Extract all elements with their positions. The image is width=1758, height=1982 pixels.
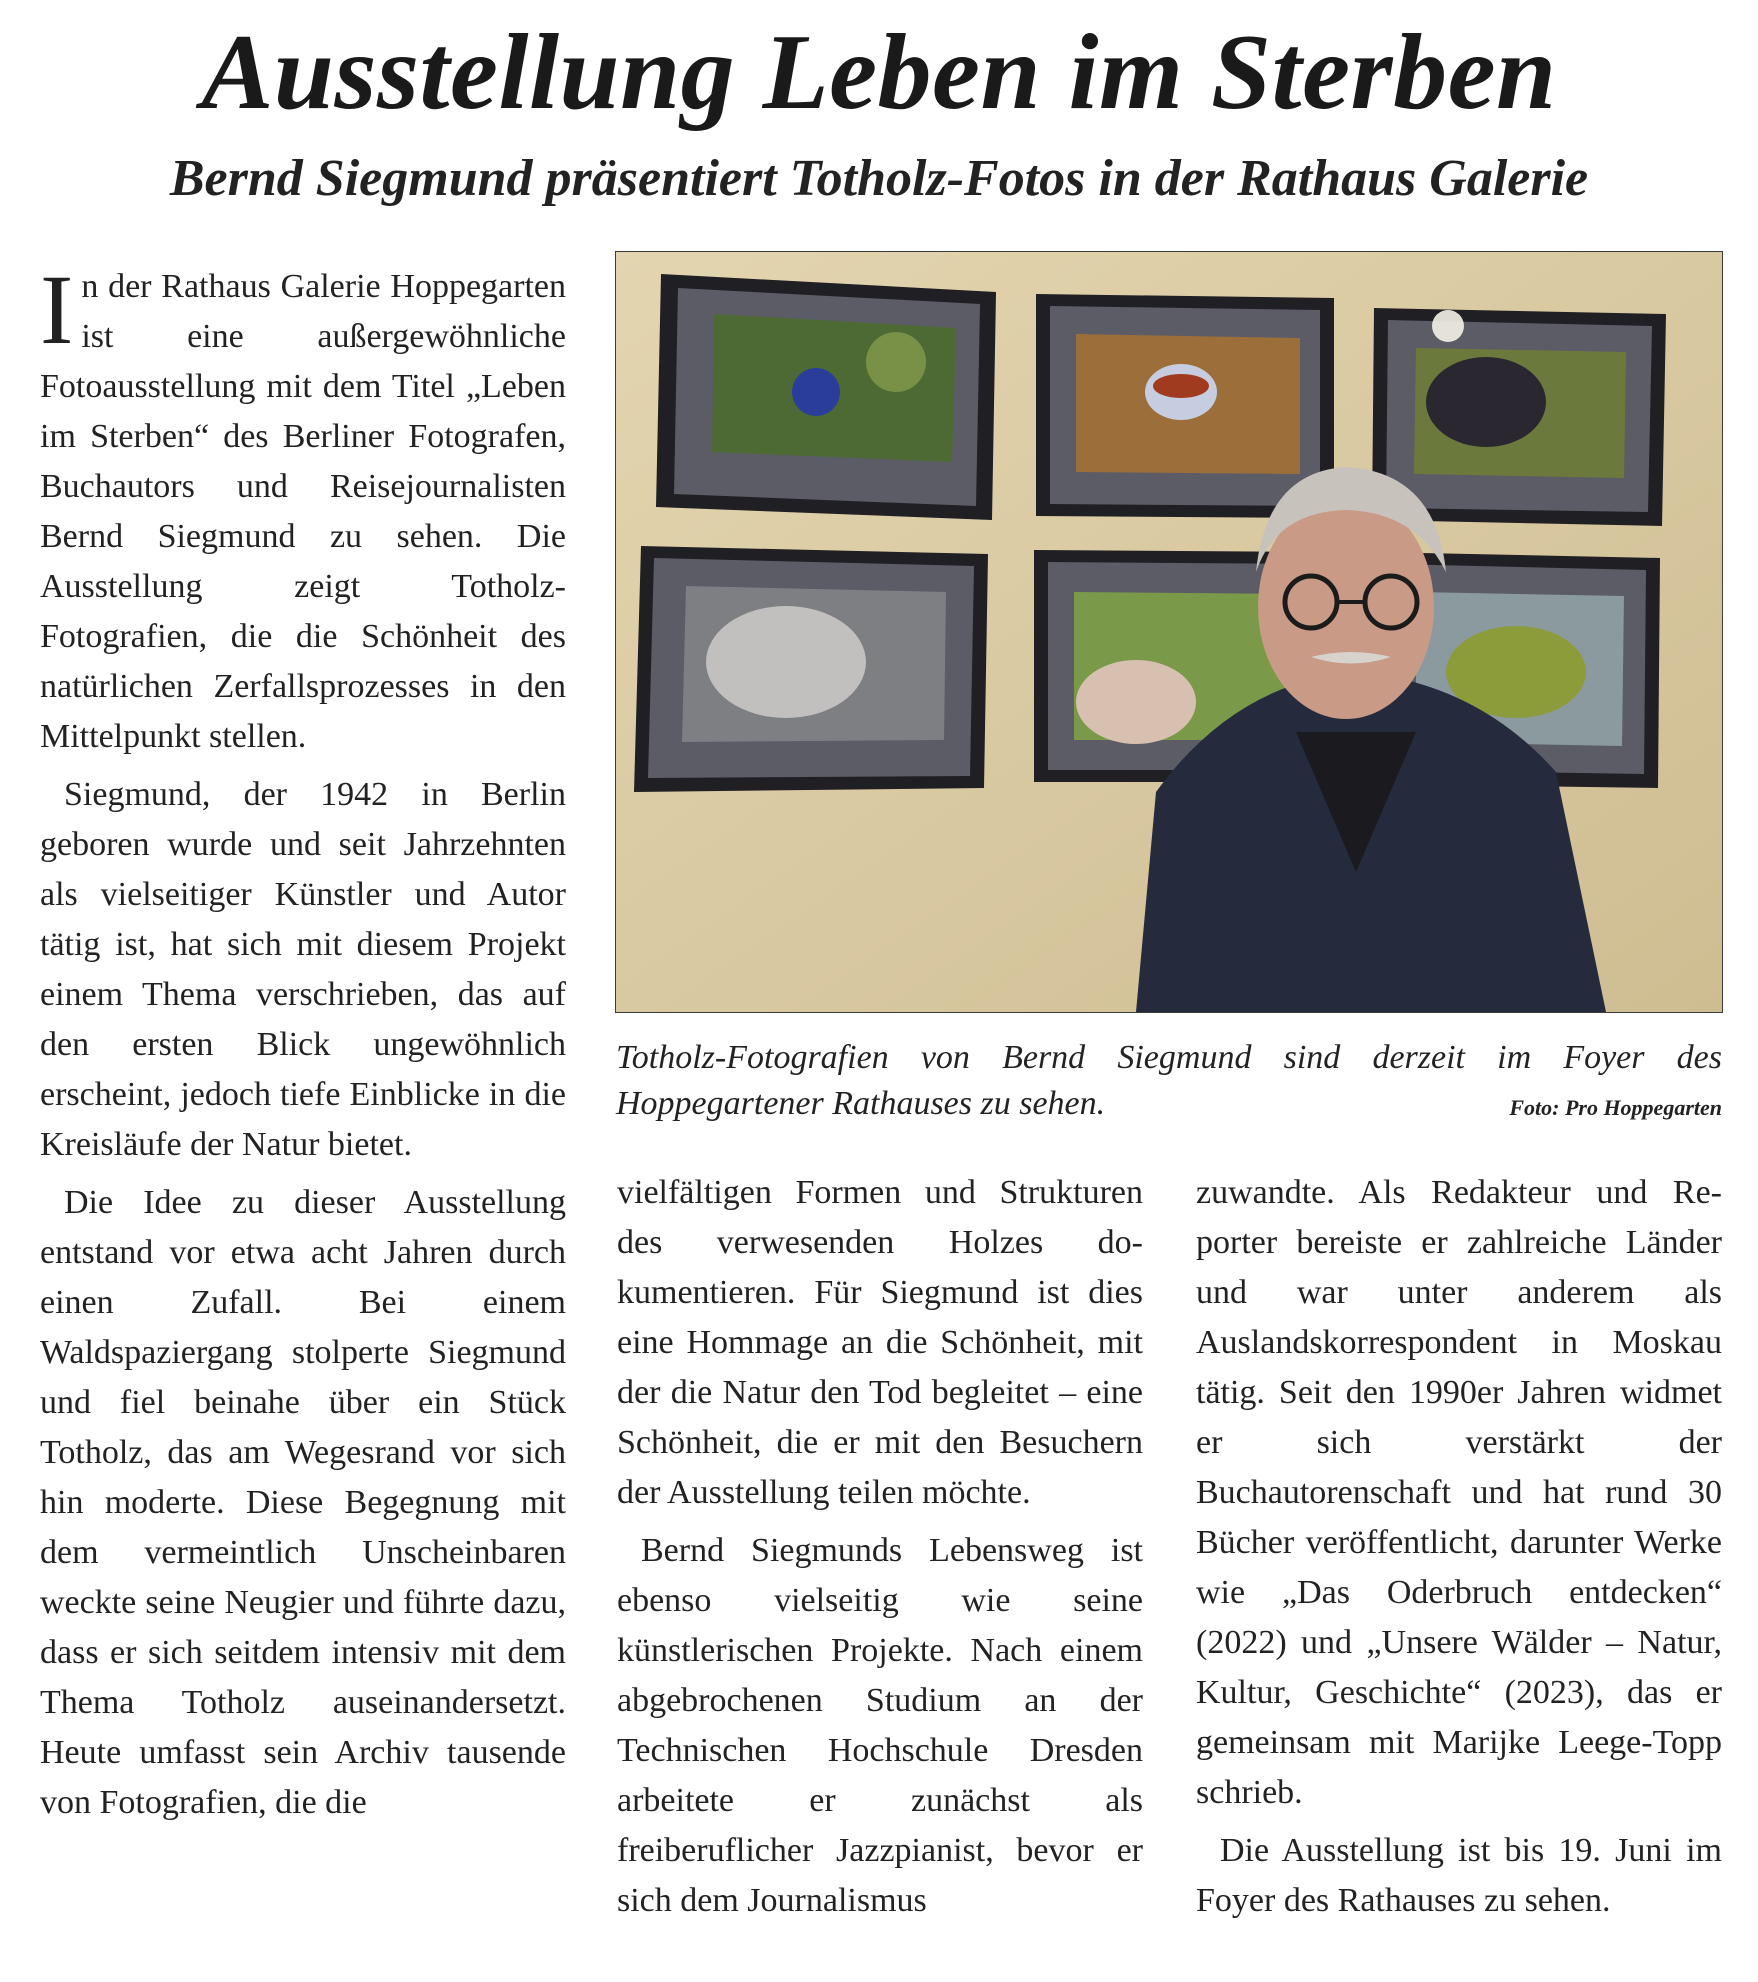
subheadline: Bernd Siegmund präsentiert Totholz-Fotos in der Rathaus Galerie — [169, 150, 1589, 207]
article-column-2 — [617, 1168, 1143, 1926]
paragraph-biography-intro: Siegmund, der 1942 in Berlin geboren wurde und seit Jahrzehnten als vielseitiger Künstler und Autor tätig ist, hat sich mit diesem Projekt einem Thema verschrieben, das auf den ersten Blick ungewöhnlich erscheint, jedoch tiefe Einblicke in die Kreisläufe der Natur bietet. — [40, 776, 566, 1163]
headline: Ausstellung Leben im Sterben — [201, 13, 1557, 132]
photo-credit: Foto: Pro Hoppegarten — [1509, 1095, 1722, 1120]
paragraph-exhibition-dates: Die Ausstellung ist bis 19. Juni im Foyer des Rathauses zu sehen. — [1196, 1832, 1722, 1919]
framed-photo-1 — [656, 274, 996, 520]
article-column-3 — [1196, 1168, 1722, 1926]
article-column-1 — [40, 254, 566, 1828]
paragraph-idea: Die Idee zu dieser Ausstellung entstand vor etwa acht Jahren durch einen Zufall. Bei einem Waldspaziergang stolperte Siegmund und fiel beinahe über ein Stück Totholz, das am Wegesrand vor sich hin moderte. Diese Begegnung mit dem vermeintlich Unscheinbaren weckte seine Neugier und führte dazu, dass er sich seitdem intensiv mit dem Thema Totholz auseinandersetzt. Heute umfasst sein Archiv tausende von Fotografien, die die — [40, 1184, 566, 1821]
paragraph-career-continued: zuwandte. Als Redakteur und Reporter bereiste er zahlreiche Länder und war unter anderem als Auslandskorrespondent in Moskau tätig. Seit den 1990er Jahren widmet er sich verstärkt der Buchautorenschaft und hat rund 30 Bücher veröffentlicht, darunter Werke wie „Das Oderbruch entdecken“ (2022) und „Unsere Wälder – Natur, Kultur, Geschichte“ (2023), das er gemeinsam mit Marijke Leege-Topp schrieb. — [1196, 1174, 1722, 1811]
drop-cap: I — [40, 254, 74, 365]
paragraph-intro — [40, 254, 566, 762]
framed-photo-2 — [1036, 294, 1334, 518]
photo-caption: Totholz-Fotografien von Bernd Siegmund sind derzeit im Foyer des Hoppegartener Rathauses zu sehen. — [616, 1039, 1722, 1122]
exhibition-photo — [616, 252, 1722, 1012]
paragraph-intro-text: n der Rathaus Galerie Hoppegarten ist eine außergewöhnliche Fotoausstellung mit dem Titel „Leben im Sterben“ des Berliner Fotografen, Buchautors und Reisejournalisten Bernd Siegmund zu sehen. Die Ausstellung zeigt Totholz-Fotografien, die die Schönheit des natürlichen Zerfallsprozesses in den Mittelpunkt stellen. — [40, 268, 566, 755]
framed-photo-4 — [634, 546, 988, 792]
paragraph-idea-continued: vielfältigen Formen und Strukturen des verwesenden Holzes dokumentieren. Für Siegmund ist dies eine Hommage an die Schönheit, mit der die Natur den Tod begleitet – eine Schönheit, die er mit den Besuchern der Ausstellung teilen möchte. — [617, 1174, 1143, 1511]
photo-illustration — [616, 252, 1722, 1012]
framed-photo-3 — [1372, 308, 1666, 526]
paragraph-career: Bernd Siegmunds Lebensweg ist ebenso vielseitig wie seine künstlerischen Projekte. Nach einem abgebrochenen Studium an der Technischen Hochschule Dresden arbeitete er zunächst als freiberuflicher Jazzpianist, bevor er sich dem Journalismus — [617, 1532, 1143, 1919]
